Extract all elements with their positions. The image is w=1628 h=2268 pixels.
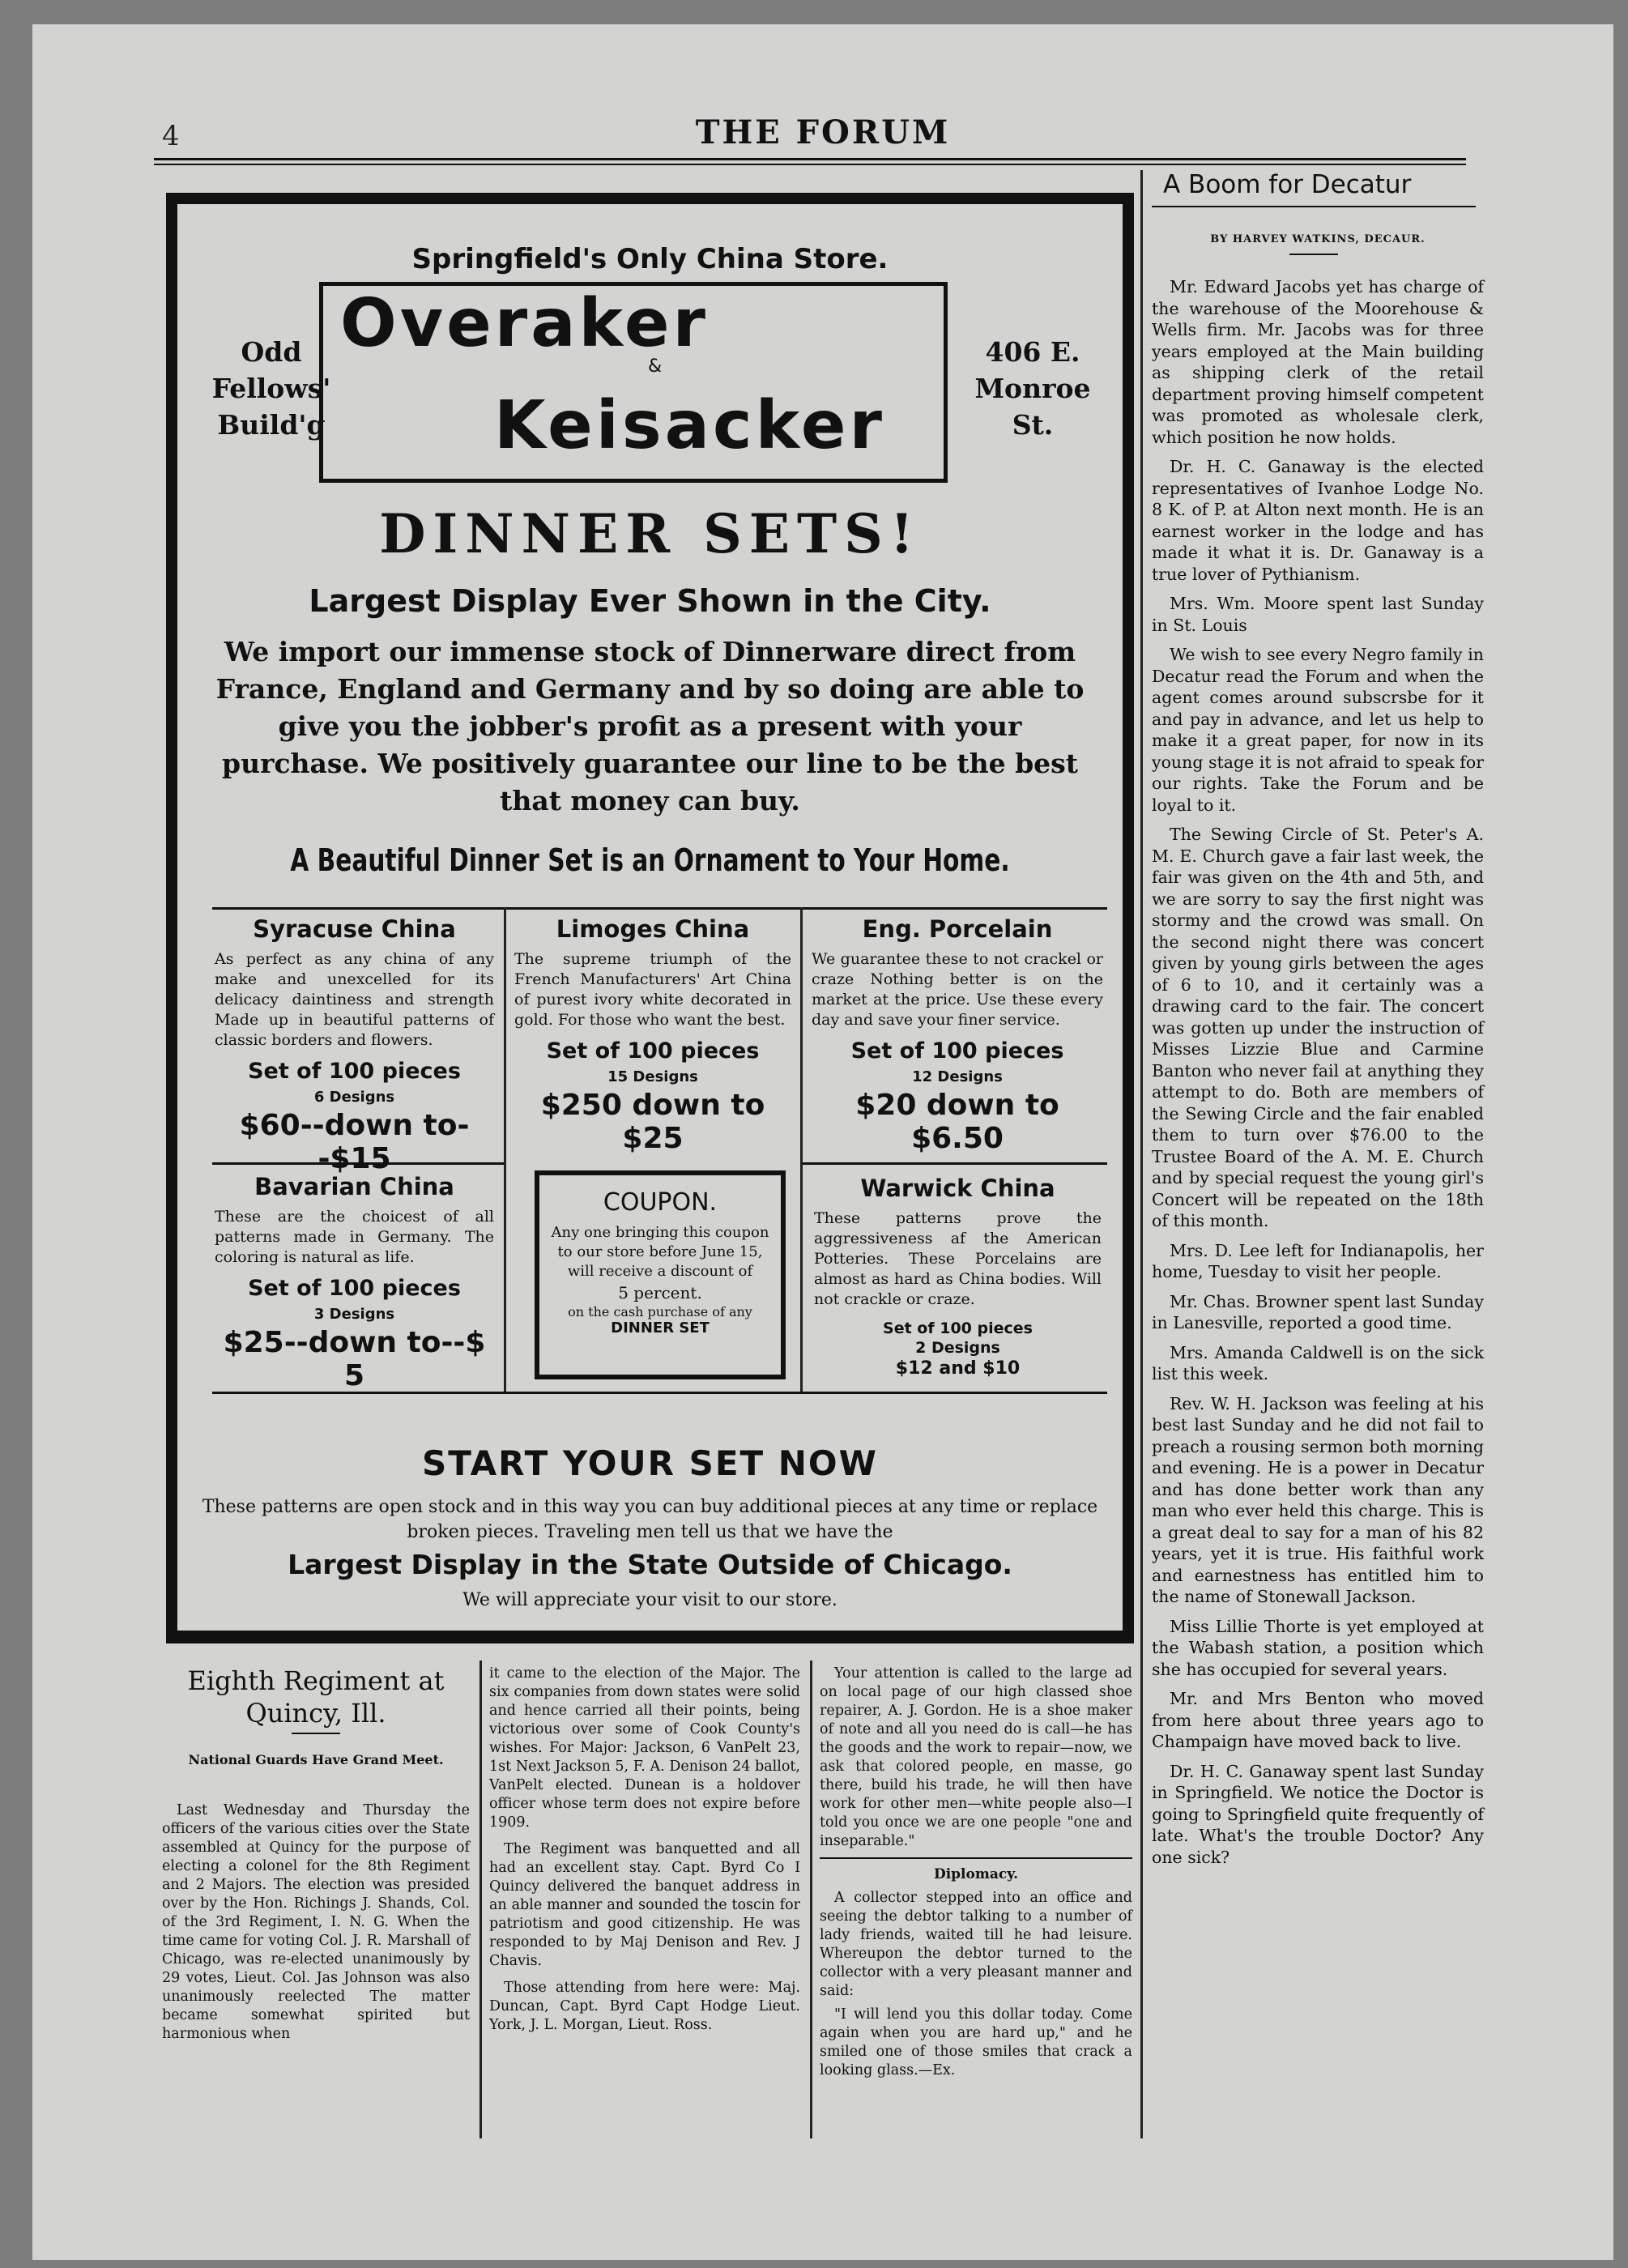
masthead-title: THE FORUM [695,113,951,151]
ad-slogan: A Beautiful Dinner Set is an Ornament to Your Home. [290,842,1010,878]
product-grid-divider [800,907,803,1393]
address-line: St. [1012,409,1054,441]
product-bavarian [215,1173,494,1392]
product-grid-top-rule [212,907,1107,910]
paragraph: Last Wednesday and Thursday the officers of the various cities over the State assembled at Quincy for the purpose of electing a colonel for the 8th Regiment and 2 Majors. The election was presided over by the Hon. Richings J. Shands, Col. of the 3rd Regiment, I. N. G. When the time came for voting Col. J. R. Marshall of Chicago, was re-elected unanimously by 29 votes, Lieut. Col. Jas Johnson was also unanimously reelected The matter became somewhat spirited but harmonious when [162,1802,470,2042]
paragraph: Mrs. Wm. Moore spent last Sunday in St. Louis [1152,594,1484,635]
header-rule-2 [154,164,1466,165]
article-title: Eighth Regiment at Quincy, Ill. [187,1665,445,1729]
product-price: $250 down to $25 [540,1089,765,1155]
product-syracuse [215,915,494,1175]
right-column [1152,170,1484,1876]
paragraph: We wish to see every Negro family in Decatur read the Forum and when the agent comes around subscrsbe for it and pay in advance, and let us help to make it a great paper, for now in its young stage it is not afraid to speak for our rights. Take the Forum and be loyal to it. [1152,645,1484,815]
column-divider [1140,170,1143,2138]
address-line: Odd [241,336,302,368]
paragraph: Mrs. Amanda Caldwell is on the sick list this week. [1152,1342,1484,1383]
paragraph: Your attention is called to the large ad on local page of our high classed shoe repairer, A. J. Gordon. He is a shoe maker of note and all you need do is call—he has the goods and the work to repair—now, we ask that colored people, en masse, go there, build his trade, he will then have work for other men—white people also—I told you once we are one people "one and inseparable." [820,1665,1132,1849]
product-designs: 6 Designs [313,1089,395,1106]
product-set-size: Set of 100 pieces [883,1319,1033,1337]
ad-closing: We will appreciate your visit to our store. [462,1590,837,1610]
newspaper-page [32,24,1613,2260]
product-name: Warwick China [860,1174,1055,1202]
article-eighth-regiment-continued [489,1665,800,2035]
page-number: 4 [162,120,180,152]
store-name-line1: Overaker [340,285,709,362]
title-rule [292,1733,340,1734]
byline-rule [1289,254,1338,255]
column-divider [810,1660,812,2138]
product-warwick [814,1174,1102,1379]
product-limoges [514,915,791,1155]
product-designs: 12 Designs [912,1068,1003,1085]
product-price: $12 and $10 [895,1358,1021,1379]
ad-display-line: Largest Display in the State Outside of Chicago. [288,1549,1012,1580]
article-third-column [820,1665,1132,2080]
product-description: These are the choicest of all patterns made in Germany. The coloring is natural as life. [215,1208,494,1266]
article-byline: BY HARVEY WATKINS, DECAUR. [1210,233,1426,245]
paragraph: "I will lend you this dollar today. Come again when you are hard up," and he smiled one of those smiles that crack a looking glass.—Ex. [820,2006,1132,2078]
product-set-size: Set of 100 pieces [546,1038,760,1064]
article-body [1152,276,1484,1868]
coupon-title: COUPON. [603,1188,718,1217]
paragraph: Mr. and Mrs Benton who moved from here about three years ago to Champaign have moved back to live. [1152,1689,1484,1751]
paragraph: Those attending from here were: Maj. Duncan, Capt. Byrd Capt Hodge Lieut. York, J. L. Morgan, Lieut. Ross. [489,1980,800,2033]
article-divider [820,1857,1132,1859]
ad-tagline: Springfield's Only China Store. [411,243,889,275]
coupon-percent: 5 percent. [618,1283,702,1302]
paragraph: Mrs. D. Lee left for Indianapolis, her home, Tuesday to visit her people. [1152,1240,1484,1281]
address-line: Build'g [217,409,326,441]
product-name: Eng. Porcelain [862,915,1053,943]
product-name: Bavarian China [254,1173,454,1200]
product-description: These patterns prove the aggressiveness af the American Potteries. These Porcelains are almost as hard as China bodies. Will not crackle or craze. [814,1209,1102,1308]
ad-cta: START YOUR SET NOW [422,1443,878,1483]
ad-right-address [948,334,1118,443]
store-name-line2: Keisacker [494,387,885,464]
article-title: A Boom for Decatur [1163,170,1412,199]
ad-subheadline: Largest Display Ever Shown in the City. [309,583,991,619]
ad-headline: DINNER SETS! [379,502,921,565]
store-name-ampersand: & [648,356,663,377]
coupon-box [535,1170,786,1379]
title-rule [1152,206,1476,207]
paragraph: Mr. Chas. Browner spent last Sunday in Lanesville, reported a good time. [1152,1291,1484,1332]
product-description: As perfect as any china of any make and unexcelled for its delicacy daintiness and strength Made up in beautiful patterns of classic borders and flowers. [215,950,494,1049]
address-line: Monroe [974,373,1091,404]
column-divider [479,1660,482,2138]
coupon-body: Any one bringing this coupon to our store before June 15, will receive a discount of [551,1224,769,1280]
article-eighth-regiment [162,1665,470,2044]
coupon-terms: on the cash purchase of any [568,1304,752,1319]
product-price: $60--down to--$15 [239,1109,470,1175]
product-set-size: Set of 100 pieces [248,1276,461,1301]
product-name: Syracuse China [253,915,456,943]
address-line: 406 E. [985,336,1080,368]
paragraph: Dr. H. C. Ganaway is the elected representatives of Ivanhoe Lodge No. 8 K. of P. at Alton next month. He is an earnest worker in the lodge and has made it what it is. Dr. Ganaway is a true lover of Pythianism. [1152,457,1484,584]
article-subtitle: National Guards Have Grand Meet. [188,1752,444,1767]
paragraph: Mr. Edward Jacobs yet has charge of the warehouse of the Moorehouse & Wells firm. Mr. Jacobs was for three years employed at the Main building as shipping clerk of the retail department proving himself competent was promoted as wholesale clerk, which position he now holds. [1152,277,1484,447]
product-set-size: Set of 100 pieces [850,1038,1064,1064]
product-designs: 2 Designs [915,1339,1000,1357]
paragraph: it came to the election of the Major. The six companies from down states were solid and hence carried all their points, being victorious over some of Cook County's wishes. For Major: Jackson, 6 VanPelt 23, 1st Next Jackson 5, F. A. Denison 24 ballot, VanPelt elected. Dunean is a holdover officer whose term does not expire before 1909. [489,1665,800,1831]
product-eng-porcelain [812,915,1103,1155]
ad-cta-body: These patterns are open stock and in this way you can buy additional pieces at any time or replace broken pieces. Traveling men tell us that we have the [202,1497,1098,1542]
paragraph: The Regiment was banquetted and all had an excellent stay. Capt. Byrd Co I Quincy delivered the banquet address in an able manner and sounded the toscin for patriotism and good citizenship. He was responded to by Maj Denison and Rev. J Chavis. [489,1841,800,1969]
product-designs: 3 Designs [313,1306,395,1323]
product-description: The supreme triumph of the French Manufacturers' Art China of purest ivory white decorated in gold. For those who want the best. [514,950,791,1029]
header-rule [154,158,1466,160]
paragraph: Dr. H. C. Ganaway spent last Sunday in Springfield. We notice the Doctor is going to Springfield quite frequently of late. What's the trouble Doctor? Any one sick? [1152,1761,1484,1867]
product-designs: 15 Designs [607,1068,698,1085]
product-set-size: Set of 100 pieces [248,1059,461,1084]
coupon-item: DINNER SET [611,1319,710,1336]
address-line: Fellows' [211,373,331,404]
article-title: Diplomacy. [933,1866,1019,1882]
product-description: We guarantee these to not crackel or craze Nothing better is on the market at the price. Use these every day and save your finer service. [812,950,1103,1029]
product-price: $20 down to $6.50 [855,1089,1059,1155]
product-grid-divider [504,907,506,1393]
product-grid-mid-rule [803,1162,1107,1165]
ad-intro: We import our immense stock of Dinnerware direct from France, England and Germany and by so doing are able to give you the jobber's profit as a present with your purchase. We positively guarantee our line to be the best that money can buy. [215,636,1085,816]
advertisement-bottom-rule [166,1631,1134,1643]
product-name: Limoges China [556,915,750,943]
product-price: $25--down to--$ 5 [223,1326,486,1392]
paragraph: Rev. W. H. Jackson was feeling at his best last Sunday and he did not fail to preach a rousing sermon both morning and evening. He is a power in Decatur and has done better work than any man who ever held this charge. This is a great deal to say for a man of his 82 years, yet it is true. His faithful work and earnestness has entitled him to the name of Stonewall Jackson. [1152,1393,1484,1606]
paragraph: A collector stepped into an office and seeing the debtor talking to a number of lady friends, waited till he had leisure. Whereupon the debtor turned to the collector with a very pleasant manner and said: [820,1890,1132,1999]
paragraph: Miss Lillie Thorte is yet employed at the Wabash station, a position which she has occupied for several years. [1152,1616,1484,1679]
paragraph: The Sewing Circle of St. Peter's A. M. E. Church gave a fair last week, the fair was given on the 4th and 5th, and we are sorry to say the first night was stormy and the crowd was small. On the second night there was concert given by young girls between the ages of 6 to 10, and it certainly was a drawing card to the fair. The concert was gotten up under the instruction of Misses Lizzie Blue and Carmine Banton who never fail at anything they attempt to do. Both are members of the Sewing Circle and the fair enabled them to turn over $76.00 to the Trustee Board of the A. M. E. Church and by special request the young girl's Concert will be repeated on the 18th of this month. [1152,825,1484,1230]
